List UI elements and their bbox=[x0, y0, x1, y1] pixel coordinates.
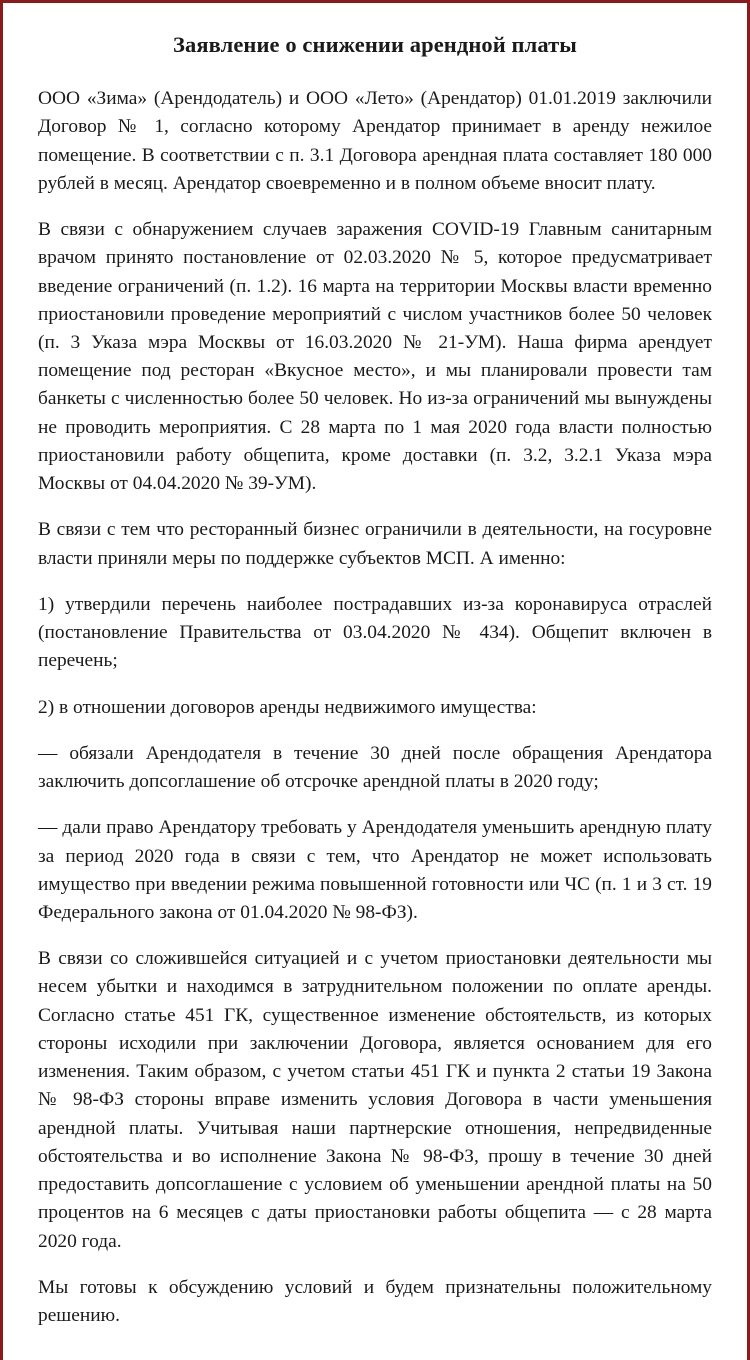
paragraph-5: 2) в отношении договоров аренды недвижимого имущества: bbox=[38, 696, 537, 718]
paragraph-2: В связи с обнаружением случаев заражения COVID-19 Главным санитарным врачом принято постановление от 02.03.2020 № 5, которое предусматривает введение ограничений (п. 1.2). 16 марта на территории Москвы власти временно приостановили проведение мероприятий с числом участников более 50 человек (п. 3 Указа мэра Москвы от 16.03.2020 № 21-УМ). Наша фирма арендует помещение под ресторан «Вкусное место», и мы планировали провести там банкеты с численностью более 50 человек. Но из-за ограничений мы вынуждены не проводить мероприятия. С 28 марта по 1 мая 2020 года власти полностью приостановили работу общепита, кроме доставки (п. 3.2, 3.2.1 Указа мэра Москвы от 04.04.2020 № 39-УМ). bbox=[38, 219, 712, 495]
page-title: Заявление о снижении арендной платы bbox=[173, 32, 577, 57]
paragraph-9: Мы готовы к обсуждению условий и будем признательны положительному решению. bbox=[38, 1276, 712, 1327]
paragraph-1: ООО «Зима» (Арендодатель) и ООО «Лето» (Арендатор) 01.01.2019 заключили Договор № 1, согласно которому Арендатор принимает в аренду нежилое помещение. В соответствии с п. 3.1 Договора арендная плата составляет 180 000 рублей в месяц. Арендатор своевременно и в полном объеме вносит плату. bbox=[38, 88, 712, 194]
document-body bbox=[37, 85, 713, 1330]
paragraph-7: — дали право Арендатору требовать у Арендодателя уменьшить арендную плату за период 2020 года в связи с тем, что Арендатор не может использовать имущество при введении режима повышенной готовности или ЧС (п. 1 и 3 ст. 19 Федерального закона от 01.04.2020 № 98-ФЗ). bbox=[38, 817, 712, 923]
paragraph-6: — обязали Арендодателя в течение 30 дней после обращения Арендатора заключить допсоглашение об отсрочке арендной платы в 2020 году; bbox=[38, 742, 712, 793]
paragraph-4: 1) утвердили перечень наиболее пострадавших из-за коронавируса отраслей (постановление Правительства от 03.04.2020 № 434). Общепит включен в перечень; bbox=[38, 593, 712, 672]
paragraph-8: В связи со сложившейся ситуацией и с учетом приостановки деятельности мы несем убытки и находимся в затруднительном положении по оплате аренды. Согласно статье 451 ГК, существенное изменение обстоятельств, из которых стороны исходили при заключении Договора, является основанием для его изменения. Таким образом, с учетом статьи 451 ГК и пункта 2 статьи 19 Закона № 98-ФЗ стороны вправе изменить условия Договора в части уменьшения арендной платы. Учитывая наши партнерские отношения, непредвиденные обстоятельства и во исполнение Закона № 98-ФЗ, прошу в течение 30 дней предоставить допсоглашение с условием об уменьшении арендной платы на 50 процентов на 6 месяцев с даты приостановки работы общепита — с 28 марта 2020 года. bbox=[38, 948, 712, 1252]
paragraph-3: В связи с тем что ресторанный бизнес ограничили в деятельности, на госуровне власти приняли меры по поддержке субъектов МСП. А именно: bbox=[38, 519, 712, 569]
